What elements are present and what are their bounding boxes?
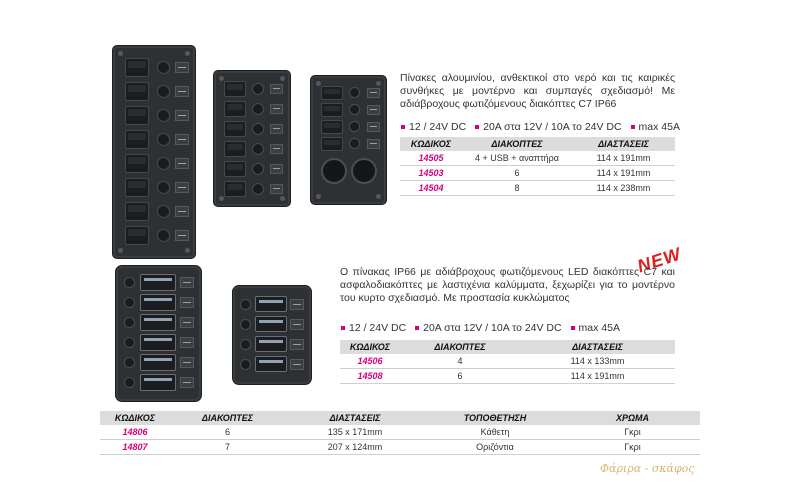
label-plate — [290, 299, 304, 310]
rocker-switch — [321, 86, 343, 100]
col-header-code: ΚΩΔΙΚΟΣ — [400, 137, 462, 151]
rocker-switch — [125, 82, 149, 101]
switch-count: 7 — [170, 440, 285, 455]
fuse-holder — [349, 138, 360, 149]
fuse-holder — [252, 143, 264, 155]
switch-count: 6 — [170, 425, 285, 440]
fuse-holder — [349, 104, 360, 115]
circuit-breaker — [240, 339, 251, 350]
label-plate — [367, 139, 380, 149]
led-rocker-switch — [140, 314, 176, 331]
col-header-code: ΚΩΔΙΚΟΣ — [100, 411, 170, 425]
dimensions: 114 x 133mm — [520, 354, 675, 369]
rocker-switch — [321, 103, 343, 117]
label-plate — [175, 230, 189, 241]
label-plate — [270, 164, 283, 174]
product-code: 14505 — [400, 151, 462, 166]
fuse-holder — [157, 133, 170, 146]
rocker-switch — [224, 81, 246, 97]
circuit-breaker — [124, 297, 135, 308]
product-code: 14504 — [400, 181, 462, 196]
dimensions: 114 x 191mm — [520, 369, 675, 384]
rocker-switch — [321, 137, 343, 151]
product-code: 14506 — [340, 354, 400, 369]
rocker-switch — [224, 181, 246, 197]
rocker-switch — [125, 130, 149, 149]
label-plate — [367, 105, 380, 115]
fuse-holder — [157, 109, 170, 122]
bullet-max: max 45A — [638, 121, 680, 133]
label-plate — [180, 317, 194, 328]
fuse-holder — [252, 163, 264, 175]
label-plate — [270, 84, 283, 94]
led-rocker-switch — [140, 354, 176, 371]
label-plate — [175, 62, 189, 73]
led-rocker-switch — [255, 316, 287, 332]
label-plate — [270, 104, 283, 114]
switch-count: 4 — [400, 354, 520, 369]
switch-count: 6 — [462, 166, 572, 181]
label-plate — [270, 124, 283, 134]
table-row — [340, 369, 675, 384]
switch-panel-6-image — [213, 70, 291, 207]
section2-bullets — [335, 322, 675, 334]
table-row — [100, 425, 700, 440]
label-plate — [180, 377, 194, 388]
circuit-breaker — [124, 337, 135, 348]
led-panel-4-image — [232, 285, 312, 385]
bullet-current: 20A στα 12V / 10A το 24V DC — [423, 322, 562, 334]
label-plate — [175, 182, 189, 193]
circuit-breaker — [240, 319, 251, 330]
circuit-breaker — [124, 377, 135, 388]
switch-count: 4 + USB + αναπτήρα — [462, 151, 572, 166]
rocker-switch — [125, 106, 149, 125]
rocker-switch — [125, 154, 149, 173]
dimensions: 114 x 191mm — [572, 166, 675, 181]
product-code: 14508 — [340, 369, 400, 384]
fuse-holder — [349, 121, 360, 132]
label-plate — [175, 134, 189, 145]
section3-spec-table — [100, 411, 700, 455]
fuse-holder — [157, 229, 170, 242]
circuit-breaker — [124, 317, 135, 328]
label-plate — [270, 144, 283, 154]
rocker-switch — [125, 58, 149, 77]
label-plate — [180, 277, 194, 288]
fuse-holder — [252, 83, 264, 95]
label-plate — [270, 184, 283, 194]
label-plate — [175, 158, 189, 169]
rocker-switch — [224, 101, 246, 117]
bullet-voltage: 12 / 24V DC — [349, 322, 407, 334]
led-rocker-switch — [140, 274, 176, 291]
rocker-switch — [125, 226, 149, 245]
dimensions: 114 x 238mm — [572, 181, 675, 196]
watermark: Φάριρα - σκάφος — [600, 462, 695, 475]
product-code: 14807 — [100, 440, 170, 455]
dimensions: 207 x 124mm — [285, 440, 425, 455]
label-plate — [175, 110, 189, 121]
fuse-holder — [252, 123, 264, 135]
col-header-mount: ΤΟΠΟΘΕΤΗΣΗ — [425, 411, 565, 425]
table-row — [400, 151, 675, 166]
col-header-dims: ΔΙΑΣΤΑΣΕΙΣ — [285, 411, 425, 425]
fuse-holder — [157, 181, 170, 194]
color: Γκρι — [565, 425, 700, 440]
section1-bullets — [395, 121, 695, 133]
section2-description: Ο πίνακας IP66 με αδιάβροχους φωτιζόμενους LED διακόπτες C7 και ασφαλοδιακόπτες με λαστιχένια καλύμματα, ξεχωρίζει για το μοντέρνο του κυρτο σχεδιασμό. Με προστασία κυκλώματος — [340, 266, 675, 304]
dimensions: 114 x 191mm — [572, 151, 675, 166]
col-header-switches: ΔΙΑΚΟΠΤΕΣ — [170, 411, 285, 425]
fuse-holder — [157, 85, 170, 98]
switch-count: 8 — [462, 181, 572, 196]
label-plate — [180, 297, 194, 308]
rocker-switch — [125, 202, 149, 221]
circuit-breaker — [124, 277, 135, 288]
bullet-voltage: 12 / 24V DC — [409, 121, 467, 133]
fuse-holder — [252, 183, 264, 195]
fuse-holder — [349, 87, 360, 98]
col-header-dims: ΔΙΑΣΤΑΣΕΙΣ — [520, 340, 675, 354]
fuse-holder — [252, 103, 264, 115]
table-row — [100, 440, 700, 455]
dimensions: 135 x 171mm — [285, 425, 425, 440]
label-plate — [290, 359, 304, 370]
section1-spec-table — [400, 137, 675, 196]
bullet-current: 20A στα 12V / 10A το 24V DC — [483, 121, 622, 133]
rocker-switch — [125, 178, 149, 197]
led-rocker-switch — [140, 294, 176, 311]
fuse-holder — [157, 61, 170, 74]
new-badge: NEW — [634, 243, 684, 277]
col-header-switches: ΔΙΑΚΟΠΤΕΣ — [400, 340, 520, 354]
switch-count: 6 — [400, 369, 520, 384]
rocker-switch — [224, 141, 246, 157]
table-row — [400, 166, 675, 181]
col-header-dims: ΔΙΑΣΤΑΣΕΙΣ — [572, 137, 675, 151]
bullet-max: max 45A — [578, 322, 620, 334]
section1-description: Πίνακες αλουμινίου, ανθεκτικοί στο νερό και τις καιρικές συνθήκες με μοντέρνο και συμπαγές σχεδιασμό! Με αδιάβροχους φωτιζόμενους διακόπτες C7 IP66 — [400, 72, 675, 110]
rocker-switch — [224, 121, 246, 137]
col-header-color: ΧΡΩΜΑ — [565, 411, 700, 425]
circuit-breaker — [124, 357, 135, 368]
label-plate — [180, 337, 194, 348]
cigarette-socket — [351, 158, 377, 184]
product-code: 14806 — [100, 425, 170, 440]
label-plate — [175, 206, 189, 217]
circuit-breaker — [240, 299, 251, 310]
rocker-switch — [224, 161, 246, 177]
led-rocker-switch — [140, 334, 176, 351]
label-plate — [290, 319, 304, 330]
switch-panel-8-image — [112, 45, 196, 259]
led-panel-vertical-image — [115, 265, 202, 402]
label-plate — [180, 357, 194, 368]
fuse-holder — [157, 157, 170, 170]
led-rocker-switch — [255, 336, 287, 352]
col-header-code: ΚΩΔΙΚΟΣ — [340, 340, 400, 354]
label-plate — [367, 122, 380, 132]
led-rocker-switch — [255, 296, 287, 312]
color: Γκρι — [565, 440, 700, 455]
table-row — [340, 354, 675, 369]
led-rocker-switch — [255, 356, 287, 372]
table-row — [400, 181, 675, 196]
rocker-switch — [321, 120, 343, 134]
mounting: Κάθετη — [425, 425, 565, 440]
label-plate — [367, 88, 380, 98]
mounting: Οριζόντια — [425, 440, 565, 455]
usb-socket — [321, 158, 347, 184]
section2-spec-table — [340, 340, 675, 384]
col-header-switches: ΔΙΑΚΟΠΤΕΣ — [462, 137, 572, 151]
label-plate — [175, 86, 189, 97]
fuse-holder — [157, 205, 170, 218]
led-rocker-switch — [140, 374, 176, 391]
switch-panel-usb-image — [310, 75, 387, 205]
product-code: 14503 — [400, 166, 462, 181]
circuit-breaker — [240, 359, 251, 370]
label-plate — [290, 339, 304, 350]
